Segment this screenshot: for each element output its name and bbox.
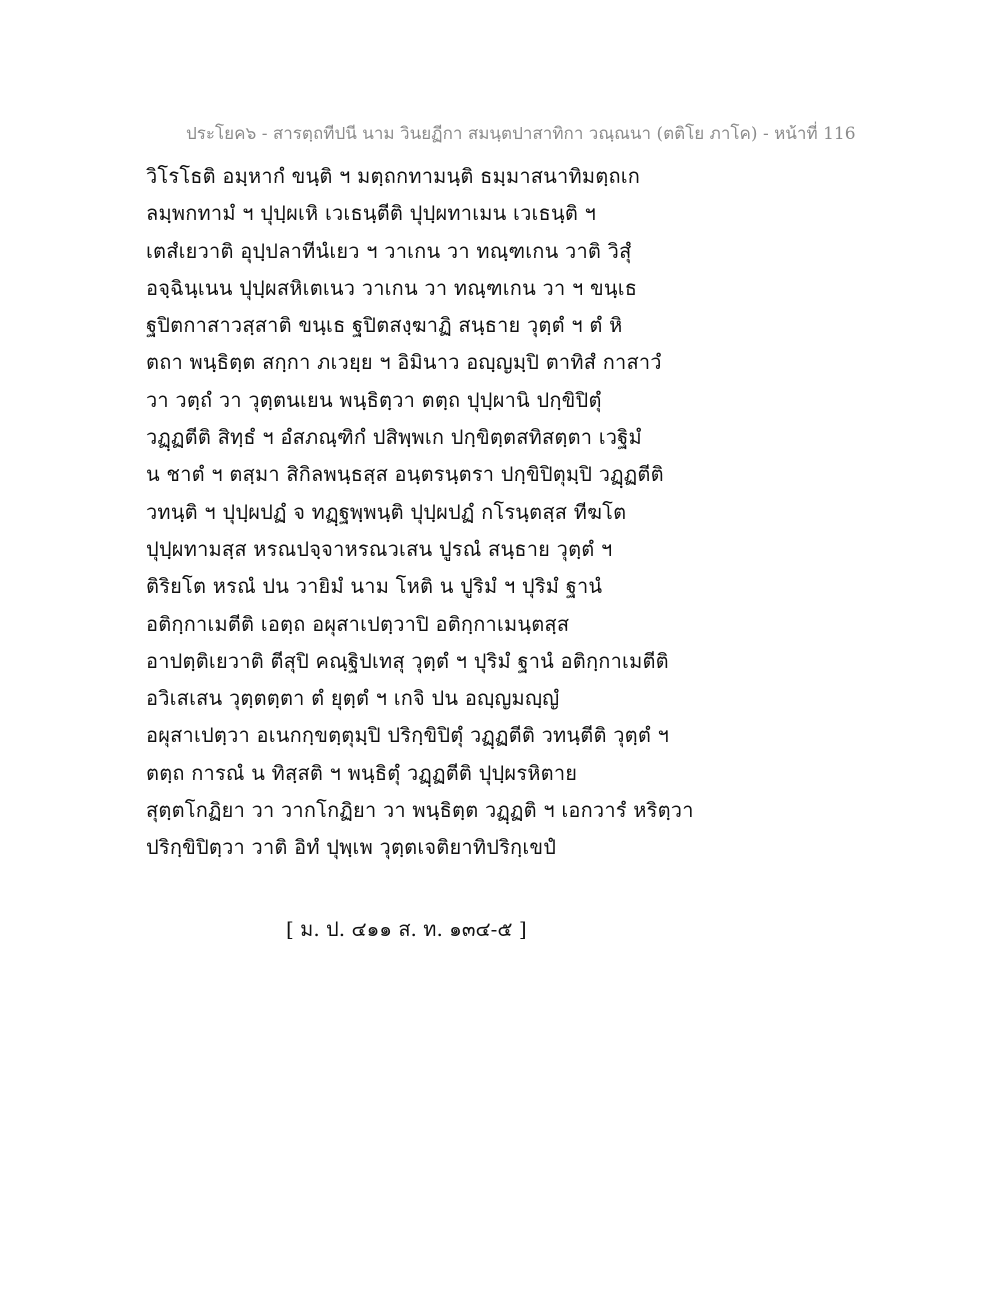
text-line: ปริกฺขิปิตฺวา วาติ อิทํ ปุพฺเพ วุตฺตเจติยาทิปริกฺเขปํ <box>146 835 557 860</box>
text-line: อาปตฺติเยวาติ ตีสุปิ คณฺฐิปเทสุ วุตฺตํ ฯ ปุริมํ ฐานํ อติกฺกาเมตีติ <box>146 648 669 673</box>
reference-note: [ ม. ป. ๔๑๑ ส. ท. ๑๓๔-๕ ] <box>286 917 527 941</box>
text-line: อติกฺกาเมตีติ เอตฺถ อผุสาเปตฺวาปิ อติกฺกาเมนฺตสฺส <box>146 611 570 636</box>
text-line: ตถา พนฺธิตฺต สกฺกา ภเวยฺย ฯ อิมินาว อญฺญมฺปิ ตาทิสํ กาสาวํ <box>146 350 662 375</box>
body-text <box>146 158 706 867</box>
text-line: อจฺฉินฺเนน ปุปฺผสหิเตเนว วาเกน วา ทณฺฑเกน วา ฯ ขนฺเธ <box>146 275 638 300</box>
text-line: วทนฺติ ฯ ปุปฺผปฏํ จ ทฏฺฐพฺพนฺติ ปุปฺผปฏํ กโรนฺตสฺส ทีฆโต <box>146 499 627 524</box>
text-line: ตตฺถ การณํ น ทิสฺสติ ฯ พนฺธิตุํ วฏฺฏตีติ ปุปฺผรหิตาย <box>146 760 578 785</box>
text-line: วา วตฺถํ วา วุตฺตนเยน พนฺธิตฺวา ตตฺถ ปุปฺผานิ ปกฺขิปิตุํ <box>146 387 602 412</box>
text-line: วฏฺฏตีติ สิทฺธํ ฯ อํสภณฺฑิกํ ปสิพฺพเก ปกฺขิตฺตสทิสตฺตา เวฐิมํ <box>146 425 642 450</box>
page-header: ประโยค๖ - สารตฺถทีปนี นาม วินยฏีกา สมนฺตปาสาทิกา วณฺณนา (ตติโย ภาโค) - หน้าที่ 116 <box>186 124 856 144</box>
text-line: น ชาตํ ฯ ตสฺมา สิกิลพนฺธสฺส อนฺตรนฺตรา ปกฺขิปิตุมฺปิ วฏฺฏตีติ <box>146 462 664 487</box>
text-line: อวิเสเสน วุตฺตตฺตา ตํ ยุตฺตํ ฯ เกจิ ปน อญฺญมญฺญํ <box>146 686 560 711</box>
text-line: วิโรโธติ อมฺหากํ ขนฺติ ฯ มตฺถกทามนฺติ ธมฺมาสนาทิมตฺถเก <box>146 164 641 188</box>
text-line: ปุปฺผทามสฺส หรณปจฺจาหรณวเสน ปูรณํ สนฺธาย วุตฺตํ ฯ <box>146 536 613 561</box>
text-line: ฐปิตกาสาวสฺสาติ ขนฺเธ ฐปิตสงฺฆาฏิ สนฺธาย วุตฺตํ ฯ ตํ หิ <box>146 313 623 338</box>
text-line: ติริยโต หรณํ ปน วายิมํ นาม โหติ น ปูริมํ ฯ ปุริมํ ฐานํ <box>146 574 603 599</box>
text-line: ลมฺพกทามํ ฯ ปุปฺผเหิ เวเธนฺตีติ ปุปฺผทาเมน เวเธนฺติ ฯ <box>146 201 597 226</box>
text-line: เตสํเยวาติ อุปฺปลาทีนํเยว ฯ วาเกน วา ทณฺฑเกน วาติ วิสุํ <box>146 238 632 263</box>
text-line: สุตฺตโกฏิยา วา วากโกฏิยา วา พนฺธิตฺต วฏฺฏติ ฯ เอกวารํ หริตฺวา <box>146 798 694 823</box>
text-line: อผุสาเปตฺวา อเนกกฺขตฺตุมฺปิ ปริกฺขิปิตุํ วฏฺฏตีติ วทนฺตีติ วุตฺตํ ฯ <box>146 723 670 748</box>
